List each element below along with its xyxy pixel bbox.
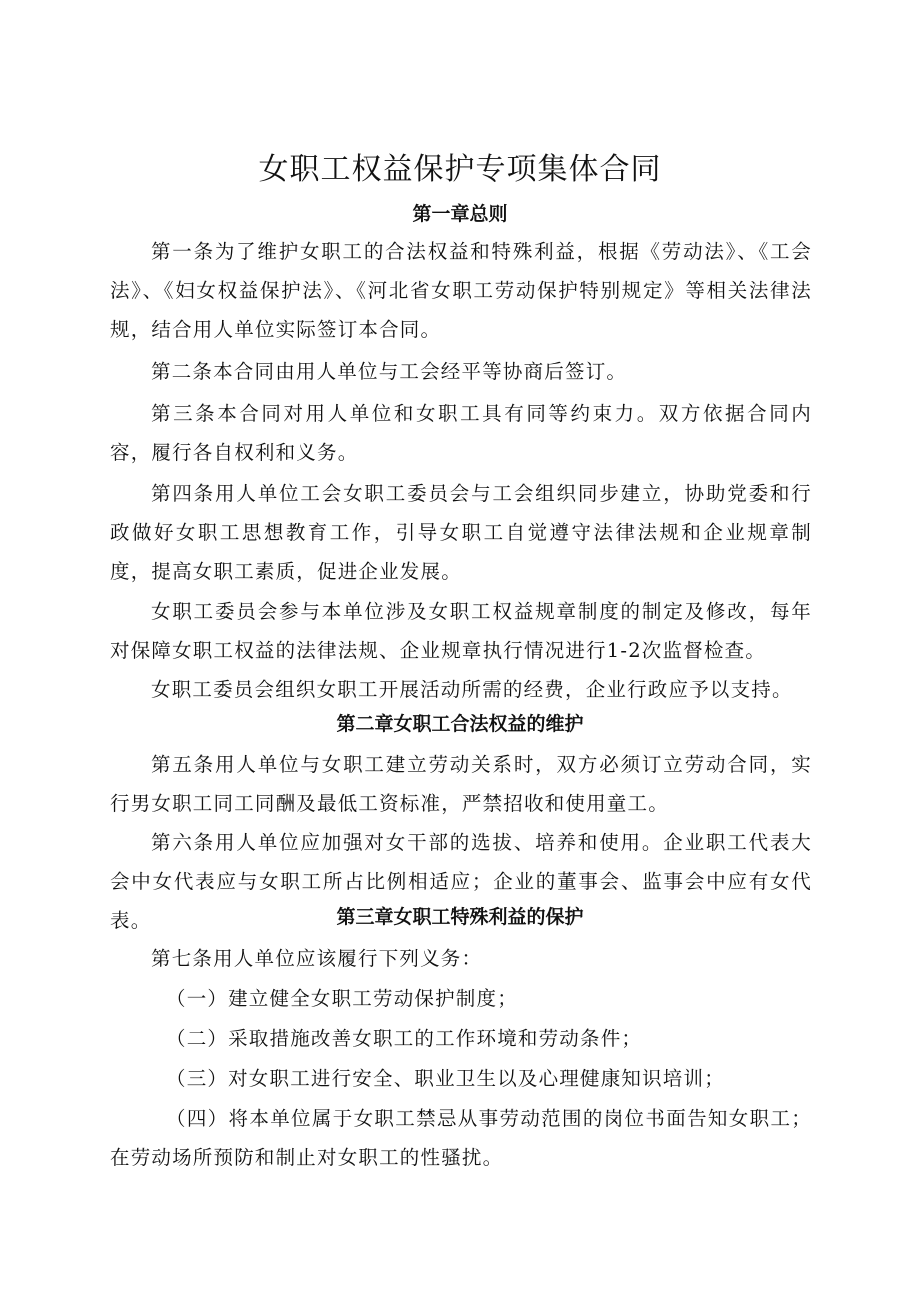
article-7-item-4: （四）将本单位属于女职工禁忌从事劳动范围的岗位书面告知女职工；在劳动场所预防和制止对女职工的性骚扰。 xyxy=(110,1107,812,1169)
article-4: 第四条用人单位工会女职工委员会与工会组织同步建立，协助党委和行政做好女职工思想教育工作，引导女职工自觉遵守法律法规和企业规章制度，提高女职工素质，促进企业发展。 xyxy=(110,482,812,583)
article-7: 第七条用人单位应该履行下列义务： xyxy=(151,947,483,970)
article-7-item-2: （二）采取措施改善女职工的工作环境和劳动条件； xyxy=(166,1027,643,1050)
chapter-3-heading: 第三章女职工特殊利益的保护 xyxy=(336,906,584,928)
document-title: 女职工权益保护专项集体合同 xyxy=(258,152,662,187)
committee-funding-paragraph: 女职工委员会组织女职工开展活动所需的经费，企业行政应予以支持。 xyxy=(151,678,793,701)
article-7-item-3: （三）对女职工进行安全、职业卫生以及心理健康知识培训； xyxy=(166,1067,725,1090)
article-1: 第一条为了维护女职工的合法权益和特殊利益，根据《劳动法》、《工会法》、《妇女权益保护法》、《河北省女职工劳动保护特别规定》等相关法律法规，结合用人单位实际签订本合同。 xyxy=(110,240,812,341)
committee-supervision-paragraph: 女职工委员会参与本单位涉及女职工权益规章制度的制定及修改，每年对保障女职工权益的法律法规、企业规章执行情况进行1-2次监督检查。 xyxy=(110,600,812,662)
article-3: 第三条本合同对用人单位和女职工具有同等约束力。双方依据合同内容，履行各自权利和义务。 xyxy=(110,402,812,464)
article-6: 第六条用人单位应加强对女干部的选拔、培养和使用。企业职工代表大会中女代表应与女职工所占比例相适应；企业的董事会、监事会中应有女代表。 xyxy=(110,831,812,932)
article-5: 第五条用人单位与女职工建立劳动关系时，双方必须订立劳动合同，实行男女职工同工同酬及最低工资标准，严禁招收和使用童工。 xyxy=(110,753,812,815)
article-2: 第二条本合同由用人单位与工会经平等协商后签订。 xyxy=(151,360,628,383)
chapter-1-heading: 第一章总则 xyxy=(412,203,508,225)
article-7-item-1: （一）建立健全女职工劳动保护制度； xyxy=(166,987,518,1010)
chapter-2-heading: 第二章女职工合法权益的维护 xyxy=(336,713,584,735)
